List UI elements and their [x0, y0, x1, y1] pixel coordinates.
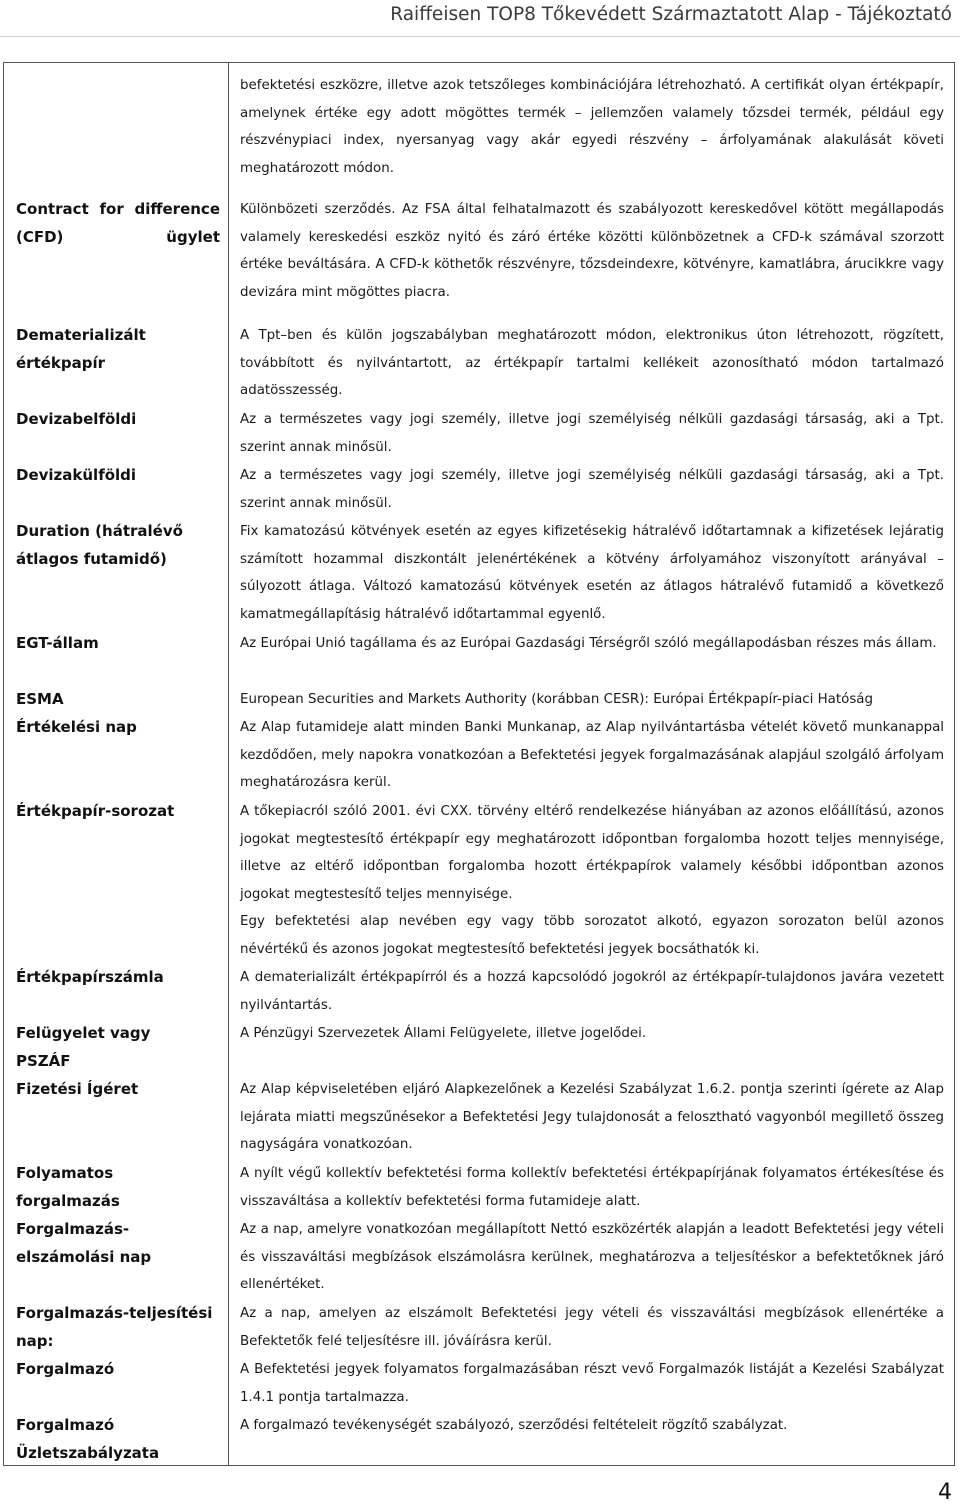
term-ertekpapir-sorozat: Értékpapír-sorozat — [16, 802, 175, 820]
page-number: 4 — [938, 1480, 952, 1505]
intro-continuation: befektetési eszközre, illetve azok tetszőleges kombinációjára létrehozható. A certifikát olyan értékpapír, amelynek értéke egy adott mögöttes termék – jellemzően valamely tőzsdei termék, például egy részvénypiaci index, nyersanyag vagy akár egyedi részvény – árfolyamának alakulását követi meghatározott módon. — [240, 78, 944, 176]
definition-forgalmazas-elszamolasi-nap: Az a nap, amelyre vonatkozóan megállapított Nettó eszközérték alapján a leadott Befektetési jegy vételi és visszaváltási megbízások elszámolásra kerülnek, meghatározva a teljesítéskor a befektetőknek járó ellenértéket. — [240, 1222, 944, 1293]
term-esma: ESMA — [16, 690, 64, 708]
definition-duration: Fix kamatozású kötvények esetén az egyes kifizetésekig hátralévő időtartamnak a kifizetések lejáratig számított hozammal diszkontált jelenértékének a kötvény árfolyamához viszonyított arányával – súlyozott átlaga. Változó kamatozású kötvények esetén az átlagos hátralévő futamidő a következő kamatmegállapításig hátralévő időtartammal egyenlő. — [240, 524, 944, 622]
term-devizabelfoldi: Devizabelföldi — [16, 410, 137, 428]
term-fizetesi-igeret: Fizetési Ígéret — [16, 1080, 139, 1098]
header-rule — [0, 36, 960, 37]
definition-esma: European Securities and Markets Authority (korábban CESR): Európai Értékpapír-piaci Hatóság — [240, 692, 874, 707]
term-ertekpapirszamla: Értékpapírszámla — [16, 968, 164, 986]
column-divider — [228, 63, 229, 1465]
definition-ertekpapirszamla: A dematerializált értékpapírról és a hozzá kapcsolódó jogokról az értékpapír-tulajdonos javára vezetett nyilvántartás. — [240, 970, 944, 1013]
definition-cfd: Különbözeti szerződés. Az FSA által felhatalmazott és szabályozott kereskedővel kötött megállapodás valamely kereskedési eszköz nyitó és záró értéke közötti különbözetnek a CFD-k számával szorzott értéke beváltására. A CFD-k köthetők részvényre, tőzsdeindexre, kötvényre, kamatlábra, árucikkre vagy devizára mint mögöttes piacra. — [240, 202, 944, 300]
definition-forgalmazo-uzletszabalyzata: A forgalmazó tevékenységét szabályozó, szerződési feltételeit rögzítő szabályzat. — [240, 1418, 788, 1433]
term-duration: Duration (hátralévő átlagos futamidő) — [16, 522, 183, 568]
term-ertekelesi-nap: Értékelési nap — [16, 718, 137, 736]
definition-devizabelfoldi: Az a természetes vagy jogi személy, illetve jogi személyiség nélküli gazdasági társaság, aki a Tpt. szerint annak minősül. — [240, 412, 944, 455]
term-dematerializalt: Dematerializált értékpapír — [16, 326, 146, 372]
term-forgalmazas-elszamolasi-nap: Forgalmazás-elszámolási nap — [16, 1220, 152, 1266]
definition-dematerializalt: A Tpt–ben és külön jogszabályban meghatározott módon, elektronikus úton létrehozott, rögzített, továbbított és nyilvántartott, az értékpapír tartalmi kellékeit azonosítható módon tartalmazó adatösszesség. — [240, 328, 944, 399]
definition-ertekpapir-sorozat — [240, 798, 944, 964]
definition-forgalmazas-teljesitesi-nap: Az a nap, amelyen az elszámolt Befektetési jegy vételi és visszaváltási megbízások ellenértéke a Befektetők felé teljesítésre ill. jóváírásra kerül. — [240, 1306, 944, 1349]
definition-folyamatos-forgalmazas: A nyílt végű kollektív befektetési forma kollektív befektetési értékpapírjának folyamatos értékesítése és visszaváltása a kollektív befektetési forma futamideje alatt. — [240, 1166, 944, 1209]
term-cfd: Contract for difference (CFD) ügylet — [16, 200, 220, 246]
term-egt-allam: EGT-állam — [16, 634, 99, 652]
definition-egt-allam: Az Európai Unió tagállama és az Európai Gazdasági Térségről szóló megállapodásban részes más állam. — [240, 636, 937, 651]
document-title: Raiffeisen TOP8 Tőkevédett Származtatott Alap - Tájékoztató — [390, 4, 952, 25]
definition-felugyelet: A Pénzügyi Szervezetek Állami Felügyelete, illetve jogelődei. — [240, 1026, 647, 1041]
definition-ertekpapir-sorozat-p2: Egy befektetési alap nevében egy vagy több sorozatot alkotó, egyazon sorozaton belül azonos névértékű és azonos jogokat megtestesítő befektetési jegyek bocsáthatók ki. — [240, 914, 944, 957]
page-header — [0, 0, 960, 38]
definition-fizetesi-igeret: Az Alap képviseletében eljáró Alapkezelőnek a Kezelési Szabályzat 1.6.2. pontja szerinti ígérete az Alap lejárata miatti megszűnésekor a Befektetési Jegy tulajdonosát a felosztható vagyonból megillető összeg nagyságára vonatkozóan. — [240, 1082, 944, 1153]
term-folyamatos-forgalmazas: Folyamatos forgalmazás — [16, 1164, 120, 1210]
definition-forgalmazo: A Befektetési jegyek folyamatos forgalmazásában részt vevő Forgalmazók listáját a Kezelési Szabályzat 1.4.1 pontja tartalmazza. — [240, 1362, 944, 1405]
term-forgalmazo: Forgalmazó — [16, 1360, 115, 1378]
term-forgalmazo-uzletszabalyzata: Forgalmazó Üzletszabályzata — [16, 1416, 160, 1462]
definition-ertekelesi-nap: Az Alap futamideje alatt minden Banki Munkanap, az Alap nyilvántartásba vételét követő munkanappal kezdődően, mely napokra vonatkozóan a Befektetési jegyek forgalmazásának alapjául szolgáló árfolyam meghatározásra kerül. — [240, 720, 944, 791]
definition-devizakulfoldi: Az a természetes vagy jogi személy, illetve jogi személyiség nélküli gazdasági társaság, aki a Tpt. szerint annak minősül. — [240, 468, 944, 511]
term-felugyelet: Felügyelet vagy PSZÁF — [16, 1024, 151, 1070]
term-forgalmazas-teljesitesi-nap: Forgalmazás-teljesítési nap: — [16, 1304, 213, 1350]
definition-ertekpapir-sorozat-p1: A tőkepiacról szóló 2001. évi CXX. törvény eltérő rendelkezése hiányában az azonos előállítású, azonos jogokat megtestesítő értékpapír egy meghatározott időpontban forgalomba hozott teljes mennyisége, illetve az eltérő időpontban forgalomba hozott értékpapírok valamely későbbi időpontban azonos jogokat megtestesítő teljes mennyisége. — [240, 804, 944, 902]
term-devizakulfoldi: Devizakülföldi — [16, 466, 137, 484]
